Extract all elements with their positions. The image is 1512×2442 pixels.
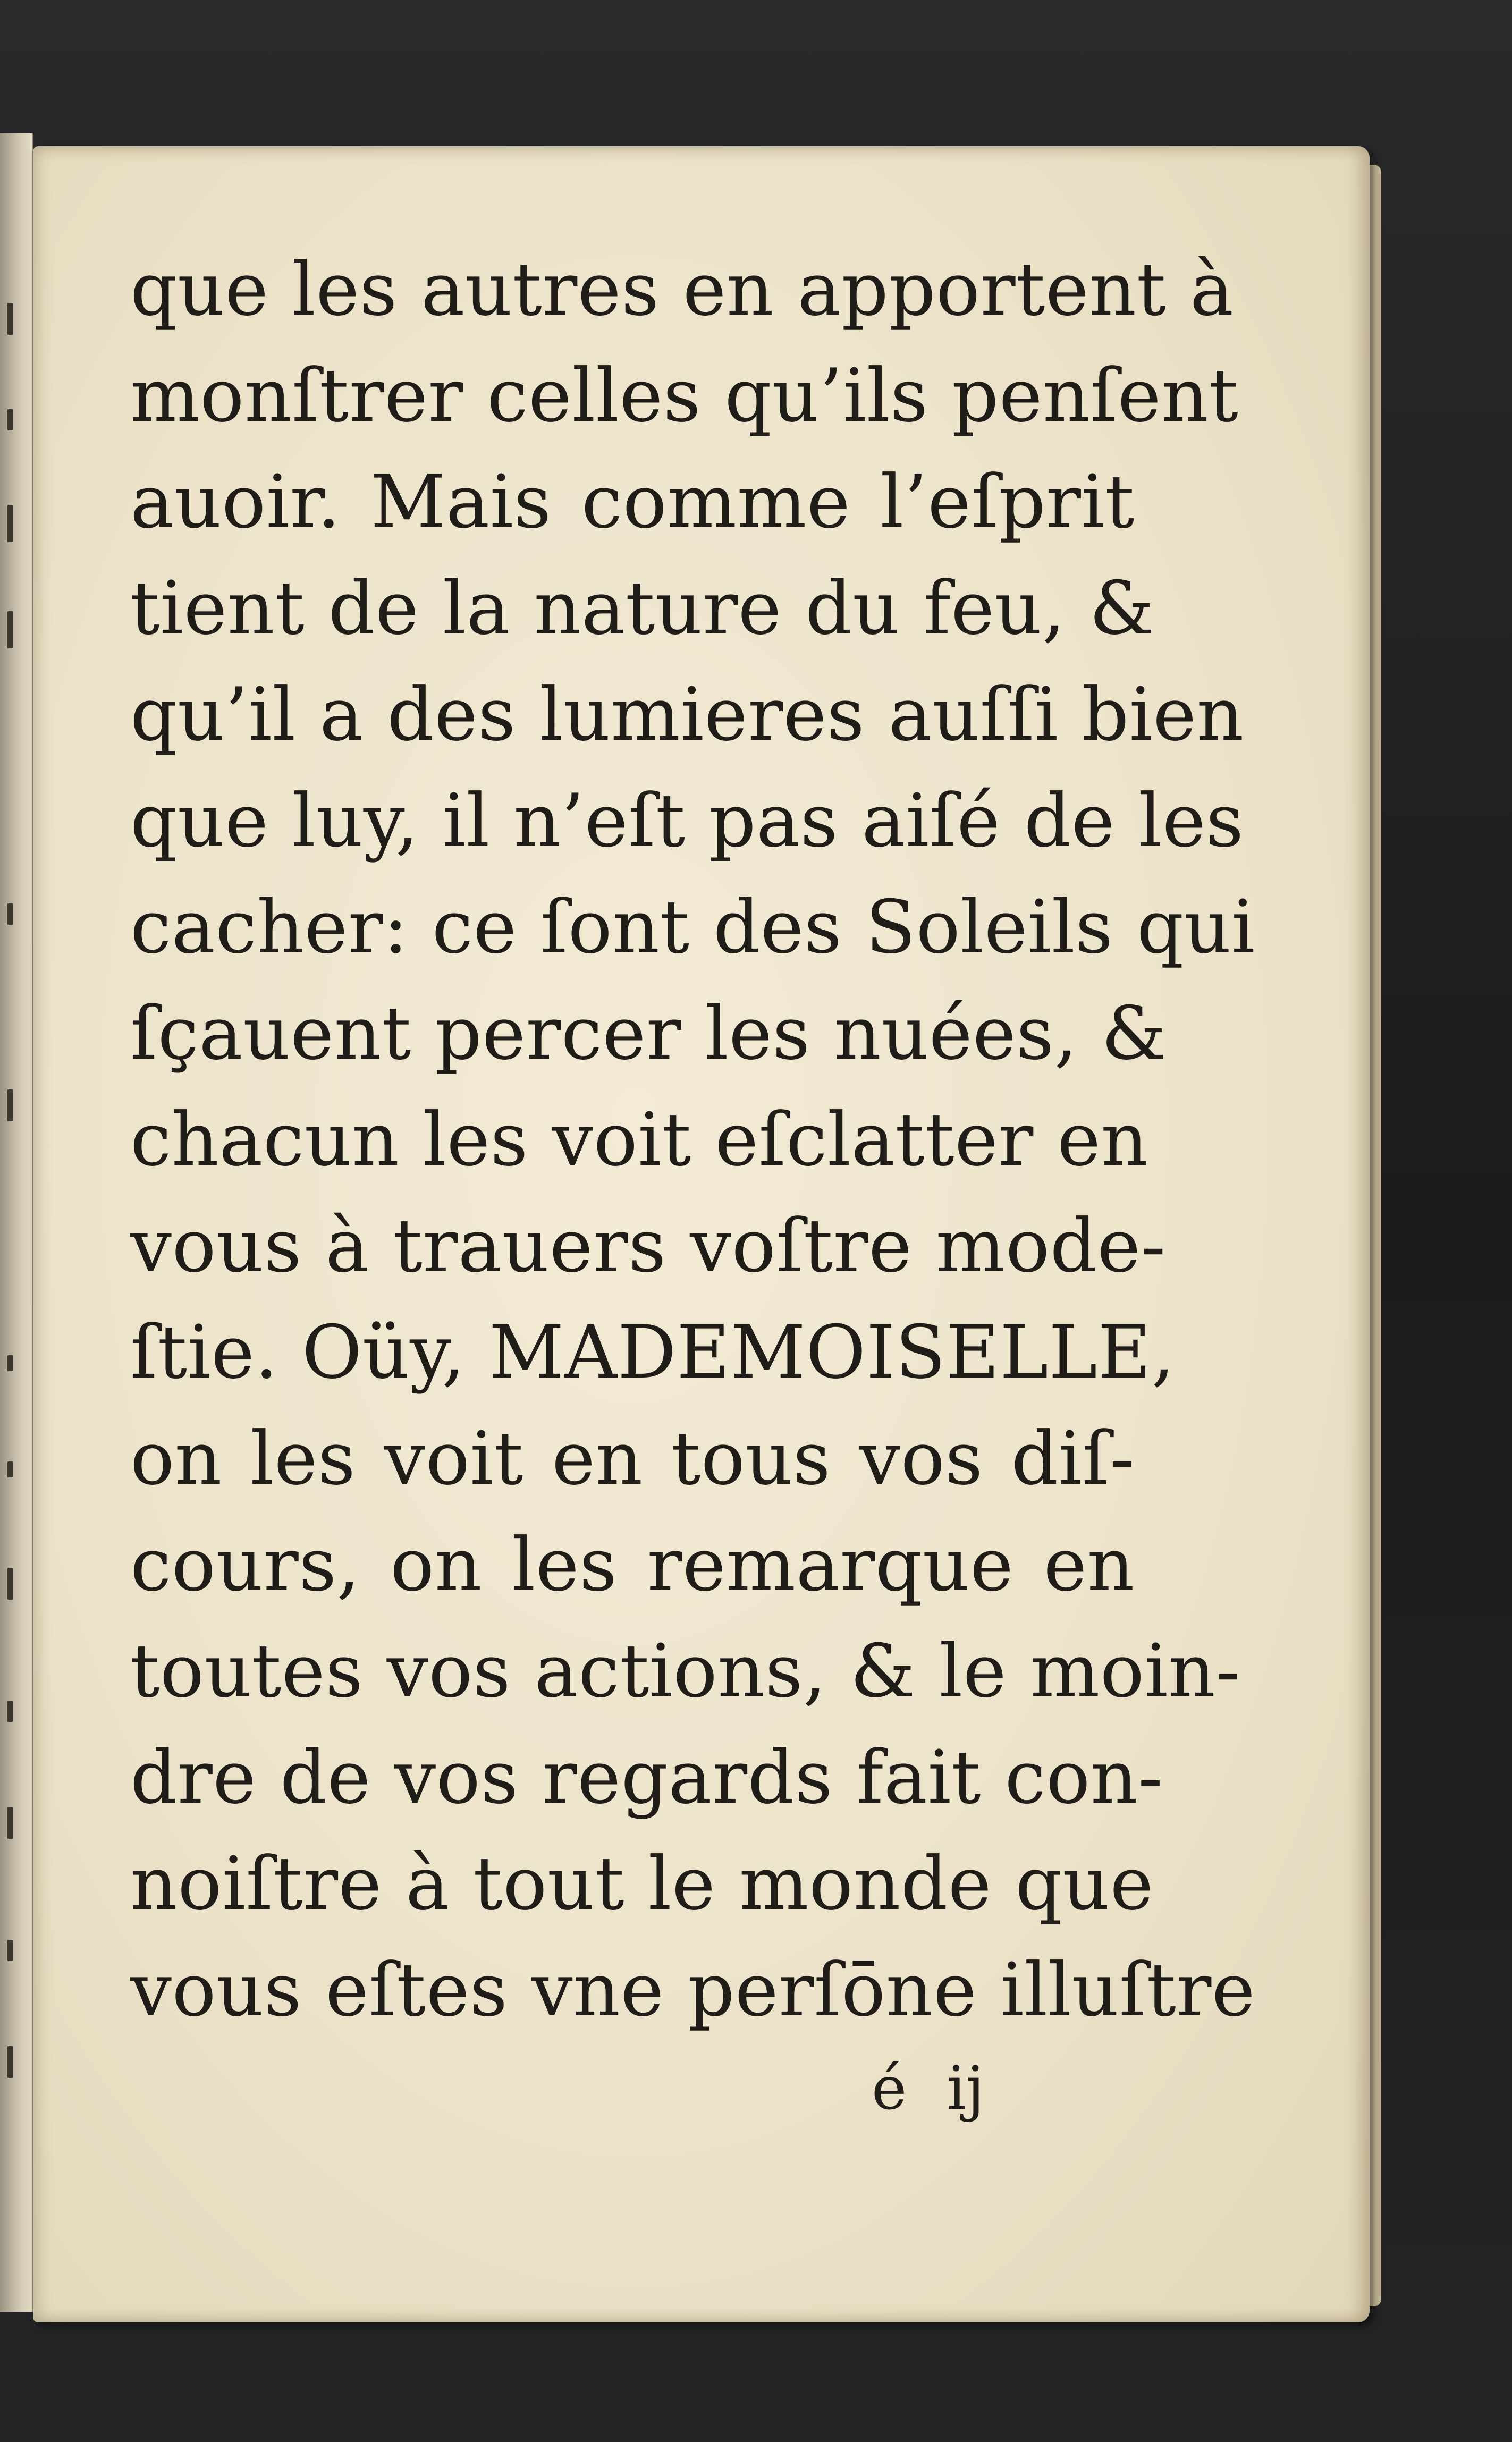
facing-page-mark	[7, 303, 13, 335]
facing-page-mark	[7, 409, 13, 430]
facing-page-mark	[7, 505, 13, 542]
facing-page-mark	[7, 1461, 13, 1477]
text-line: auoir. Mais comme l’eſprit	[130, 459, 1135, 545]
text-line: ſtie. Oüy, MADEMOISELLE,	[130, 1309, 1175, 1395]
facing-page-mark	[7, 1089, 13, 1121]
text-line: tient de la nature du feu, &	[130, 565, 1155, 651]
page-fore-edge	[1370, 165, 1381, 2306]
text-line: noiſtre à tout le monde que	[130, 1841, 1154, 1926]
text-line: ſçauent percer les nuées, &	[130, 991, 1167, 1076]
facing-page-mark	[7, 2046, 13, 2078]
text-line: cacher: ce ſont des Soleils qui	[130, 884, 1255, 970]
facing-page-mark	[7, 611, 13, 648]
facing-page-mark	[7, 1940, 13, 1961]
facing-page-mark	[7, 1807, 13, 1839]
text-line: cours, on les remarque en	[130, 1522, 1135, 1608]
facing-page-mark	[7, 903, 13, 925]
facing-page-mark	[7, 1701, 13, 1722]
facing-page-mark	[7, 1355, 13, 1371]
text-line: on les voit en tous vos diſ-	[130, 1416, 1135, 1501]
text-line: monſtrer celles qu’ils penſent	[130, 353, 1239, 438]
text-line: que luy, il n’eſt pas aiſé de les	[130, 778, 1244, 864]
page-text	[130, 236, 1256, 2043]
text-line: dre de vos regards fait con-	[130, 1735, 1163, 1820]
text-line: que les autres en apportent à	[130, 247, 1234, 332]
facing-page-edge	[0, 133, 33, 2312]
text-line: vous eſtes vne perſōne illuſtre	[130, 1947, 1256, 2033]
text-line: qu’il a des lumieres auſſi bien	[130, 672, 1244, 757]
text-line: chacun les voit eſclatter en	[130, 1097, 1148, 1182]
facing-page-mark	[7, 1568, 13, 1600]
signature-mark: é ij	[872, 2054, 985, 2123]
text-line: vous à trauers voſtre mode-	[130, 1203, 1166, 1289]
text-line: toutes vos actions, & le moin-	[130, 1628, 1241, 1714]
